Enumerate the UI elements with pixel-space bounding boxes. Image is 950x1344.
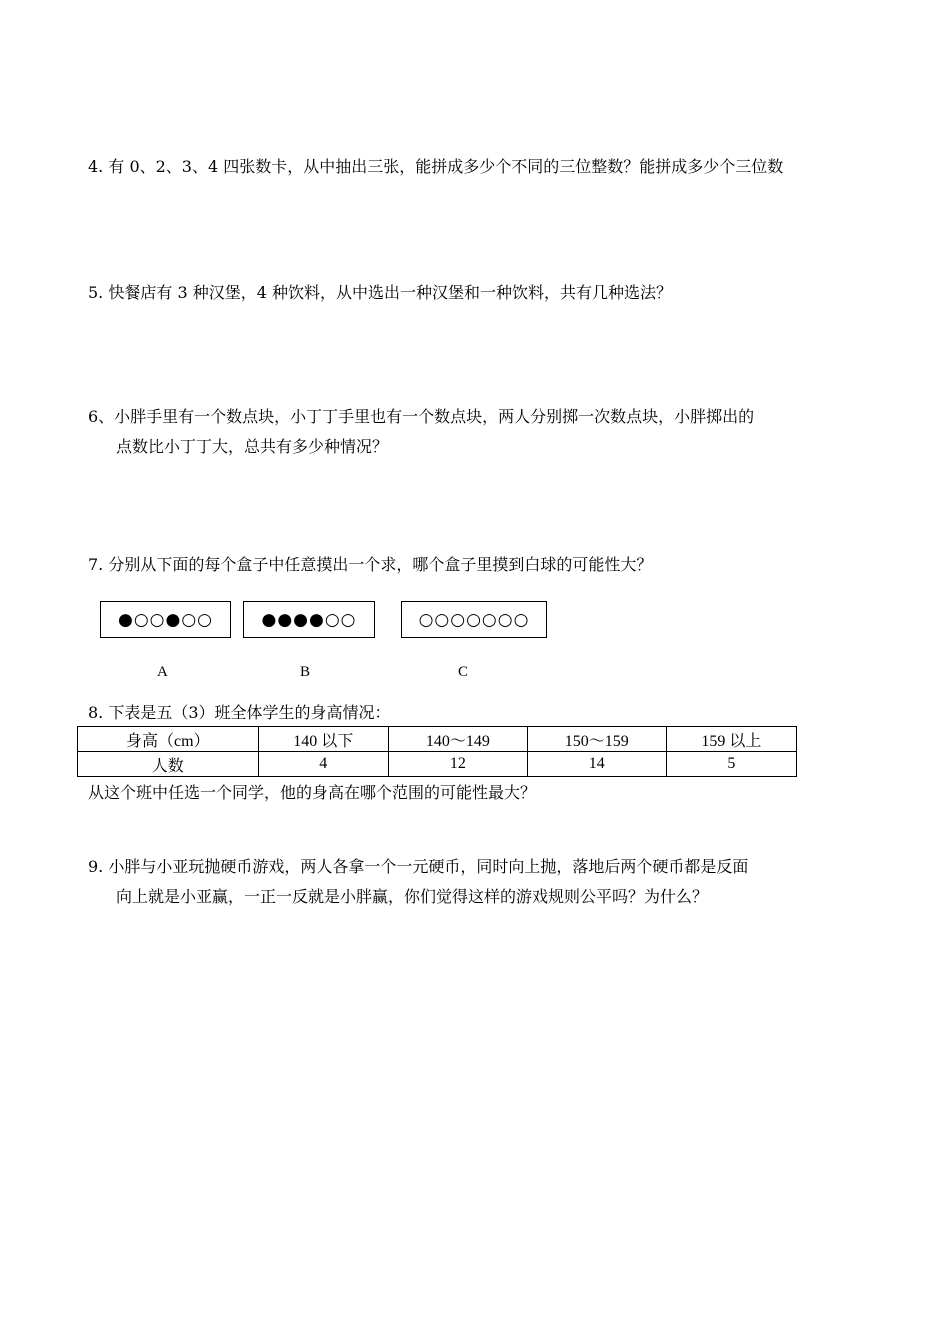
box-a: ●○○●○○ <box>100 601 231 638</box>
table-cell: 159 以上 <box>666 727 796 752</box>
table-cell: 身高（cm） <box>78 727 259 752</box>
table-cell: 4 <box>258 752 388 777</box>
table-cell: 140 以下 <box>258 727 388 752</box>
question-4: 4. 有 0、2、3、4 四张数卡，从中抽出三张，能拼成多少个不同的三位整数？能拼成多少个三位数 <box>88 157 784 176</box>
height-table <box>77 726 797 777</box>
question-8: 8. 下表是五（3）班全体学生的身高情况： <box>88 703 391 722</box>
question-6-line-2: 点数比小丁丁大，总共有多少种情况？ <box>116 437 389 456</box>
table-cell: 150～159 <box>527 727 666 752</box>
table-cell: 5 <box>666 752 796 777</box>
box-c-label: C <box>458 664 469 680</box>
question-8-followup: 从这个班中任选一个同学，他的身高在哪个范围的可能性最大？ <box>88 783 537 802</box>
question-6-line-1: 6、小胖手里有一个数点块，小丁丁手里也有一个数点块，两人分别掷一次数点块，小胖掷出的 <box>88 407 755 426</box>
box-b: ●●●●○○ <box>243 601 375 638</box>
question-5: 5. 快餐店有 3 种汉堡，4 种饮料，从中选出一种汉堡和一种饮料，共有几种选法？ <box>88 283 672 302</box>
question-9-line-2: 向上就是小亚赢，一正一反就是小胖赢，你们觉得这样的游戏规则公平吗？为什么？ <box>116 887 709 906</box>
question-9 <box>88 852 868 912</box>
table-cell: 人数 <box>78 752 259 777</box>
table-cell: 12 <box>388 752 527 777</box>
table-cell: 14 <box>527 752 666 777</box>
table-row <box>78 752 797 777</box>
box-c: ○○○○○○○ <box>401 601 547 638</box>
table-cell: 140～149 <box>388 727 527 752</box>
table-header-row <box>78 727 797 752</box>
box-a-label: A <box>157 664 168 680</box>
question-6 <box>88 402 868 462</box>
question-9-line-1: 9. 小胖与小亚玩抛硬币游戏，两人各拿一个一元硬币，同时向上抛，落地后两个硬币都是反面 <box>88 857 749 876</box>
box-b-label: B <box>300 664 311 680</box>
question-7: 7. 分别从下面的每个盒子中任意摸出一个求，哪个盒子里摸到白球的可能性大？ <box>88 555 653 574</box>
